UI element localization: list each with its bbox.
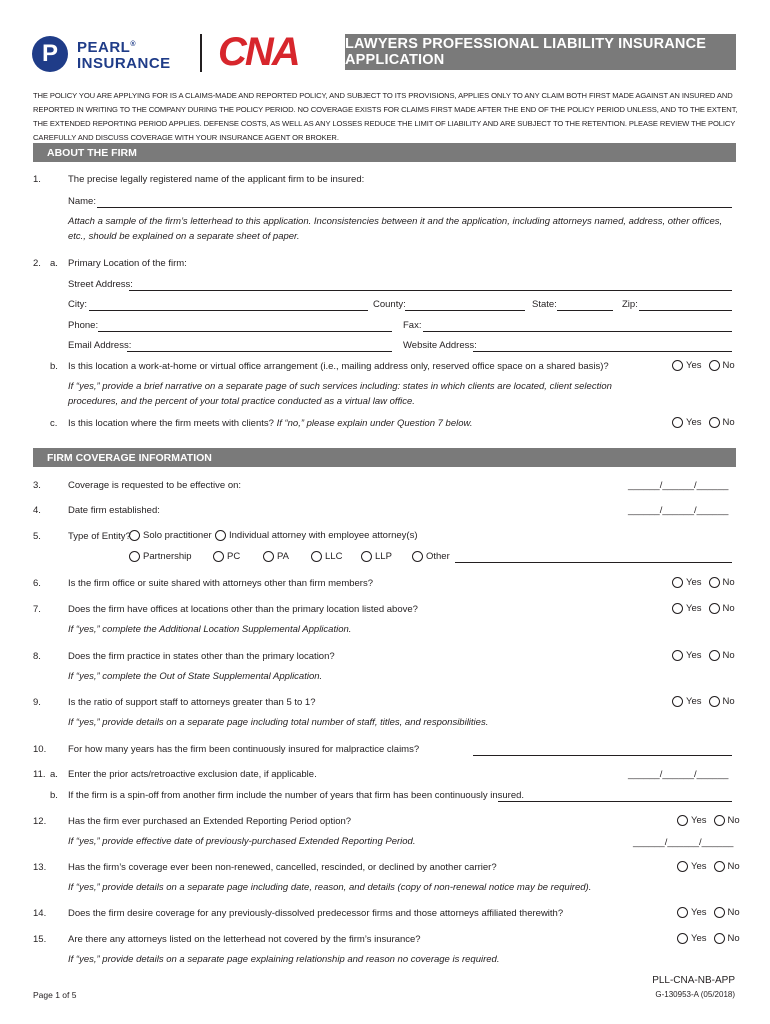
q9-options: [672, 696, 735, 707]
entity-partnership-radio[interactable]: [129, 551, 140, 562]
policy-disclaimer: THE POLICY YOU ARE APPLYING FOR IS A CLAIMS-MADE AND REPORTED POLICY, AND SUBJECT TO ITS PROVISIONS, APPLIES ONLY TO ANY CLAIM BOTH FIRST MADE AGAINST AN INSURED AND REPORTED IN WRITING TO THE COMPANY DURING THE POLICY PERIOD. NO COVERAGE EXISTS FOR CLAIMS FIRST MADE AFTER THE END OF THE POLICY PERIOD UNLESS, AND TO THE EXTENT, THE EXTENDED REPORTING PERIOD APPLIES. DEFENSE COSTS, AS WELL AS ANY LOSSES REDUCE THE LIMIT OF LIABILITY AND ARE SUBJECT TO THE RETENTION. PLEASE REVIEW THE POLICY CAREFULLY AND DISCUSS COVERAGE WITH YOUR INSURANCE AGENT OR BROKER.: [33, 91, 738, 142]
q14-no-radio[interactable]: [714, 907, 725, 918]
email-label: Email Address:: [68, 340, 132, 351]
q12-no-radio[interactable]: [714, 815, 725, 826]
entity-other-field[interactable]: [455, 551, 732, 563]
entity-llp-label: LLP: [375, 551, 392, 562]
q11b-letter: b.: [50, 790, 58, 801]
yes-label: Yes: [691, 907, 707, 918]
q13-number: 13.: [33, 862, 47, 873]
phone-label: Phone:: [68, 320, 99, 331]
q2c-question: Is this location where the firm meets with clients?: [68, 418, 274, 429]
phone-field[interactable]: [98, 320, 392, 332]
email-field[interactable]: [127, 340, 392, 352]
entity-llc-label: LLC: [325, 551, 343, 562]
q2b-note: If “yes,” provide a brief narrative on a separate page of such services including: states in which clients are located, client selection procedures, and the percent of your total practice conducted as a virtual law office.: [68, 381, 612, 407]
entity-llc-radio[interactable]: [311, 551, 322, 562]
yes-label: Yes: [691, 861, 707, 872]
yes-label: Yes: [686, 696, 702, 707]
q6-yes-radio[interactable]: [672, 577, 683, 588]
q2c-text: [68, 418, 473, 430]
q7-options: [672, 603, 735, 614]
logo-pearl-text: PEARL: [77, 39, 131, 56]
yes-label: Yes: [691, 815, 707, 826]
q2b-no-radio[interactable]: [709, 360, 720, 371]
q14-yes-radio[interactable]: [677, 907, 688, 918]
q4-date-field[interactable]: ______/______/______: [628, 505, 729, 516]
q12-text: Has the firm ever purchased an Extended Reporting Period option?: [68, 816, 352, 827]
county-label: County:: [373, 299, 406, 310]
q3-number: 3.: [33, 480, 41, 491]
q13-text: Has the firm’s coverage ever been non-renewed, cancelled, rescinded, or declined by another carrier?: [68, 862, 497, 873]
entity-pa-option[interactable]: [263, 551, 289, 562]
q7-note: If “yes,” complete the Additional Location Supplemental Application.: [68, 624, 352, 635]
yes-label: Yes: [686, 577, 702, 588]
q2c-options: [672, 417, 735, 428]
street-field[interactable]: [129, 279, 732, 291]
yes-label: Yes: [686, 360, 702, 371]
q13-options: [677, 861, 740, 872]
q2a-text: Primary Location of the firm:: [68, 258, 187, 269]
entity-individual-radio[interactable]: [215, 530, 226, 541]
q4-number: 4.: [33, 505, 41, 516]
logo-letter: P: [41, 40, 58, 67]
no-label: No: [722, 417, 735, 428]
q9-note: If “yes,” provide details on a separate page including total number of staff, titles, and responsibilities.: [68, 717, 489, 728]
no-label: No: [722, 360, 735, 371]
q6-options: [672, 577, 735, 588]
q8-text: Does the firm practice in states other than the primary location?: [68, 651, 335, 662]
q4-text: Date firm established:: [68, 505, 160, 516]
q11b-text: If the firm is a spin-off from another firm include the number of years that firm has been continuously insured.: [68, 790, 525, 801]
entity-llc-option[interactable]: [311, 551, 342, 562]
website-field[interactable]: [473, 340, 732, 352]
entity-partnership-label: Partnership: [143, 551, 192, 562]
q11-number: 11.: [33, 769, 46, 780]
county-field[interactable]: [405, 299, 525, 311]
q2c-note: If “no,” please explain under Question 7 below.: [276, 418, 473, 429]
q15-number: 15.: [33, 934, 47, 945]
logo-reg-mark: ®: [130, 41, 137, 48]
q12-yes-radio[interactable]: [677, 815, 688, 826]
entity-llp-radio[interactable]: [361, 551, 372, 562]
entity-solo-option[interactable]: [129, 530, 212, 541]
q8-options: [672, 650, 735, 661]
no-label: No: [722, 603, 735, 614]
entity-partnership-option[interactable]: [129, 551, 192, 562]
q2c-letter: c.: [50, 418, 58, 429]
q1-number: 1.: [33, 174, 41, 185]
q1-name-label: Name:: [68, 196, 96, 207]
yes-label: Yes: [686, 417, 702, 428]
q15-options: [677, 933, 740, 944]
q3-date-field[interactable]: ______/______/______: [628, 480, 729, 491]
q10-text: For how many years has the firm been continuously insured for malpractice claims?: [68, 744, 420, 755]
q13-no-radio[interactable]: [714, 861, 725, 872]
website-label: Website Address:: [403, 340, 477, 351]
zip-field[interactable]: [639, 299, 732, 311]
q15-text: Are there any attorneys listed on the letterhead not covered by the firm’s insurance?: [68, 934, 421, 945]
yes-label: Yes: [686, 603, 702, 614]
q14-text: Does the firm desire coverage for any previously-dissolved predecessor firms and those attorneys affiliated therewith?: [68, 908, 564, 919]
no-label: No: [727, 861, 740, 872]
section-header-about: ABOUT THE FIRM: [33, 143, 736, 162]
no-label: No: [722, 650, 735, 661]
no-label: No: [722, 577, 735, 588]
logo-divider: [200, 34, 202, 72]
q12-options: [677, 815, 740, 826]
entity-individual-option[interactable]: [215, 530, 418, 541]
page-number: Page 1 of 5: [33, 990, 77, 1000]
entity-individual-label: Individual attorney with employee attorney(s): [229, 530, 418, 541]
state-label: State:: [532, 299, 557, 310]
cna-logo: CNA: [218, 30, 299, 74]
q6-text: Is the firm office or suite shared with attorneys other than firm members?: [68, 578, 374, 589]
q13-note: If “yes,” provide details on a separate page including date, reason, and details (copy of non-renewal notice may be required).: [68, 882, 592, 893]
q11a-letter: a.: [50, 769, 58, 780]
q15-yes-radio[interactable]: [677, 933, 688, 944]
fax-field[interactable]: [423, 320, 732, 332]
entity-solo-label: Solo practitioner: [143, 530, 212, 541]
q6-no-radio[interactable]: [709, 577, 720, 588]
no-label: No: [727, 815, 740, 826]
yes-label: Yes: [686, 650, 702, 661]
q1-note: Attach a sample of the firm’s letterhead to this application. Inconsistencies between it and the application, including attorneys named, address, other offices, etc., should be explained on a separate sheet of paper.: [68, 216, 723, 242]
q14-options: [677, 907, 740, 918]
q8-note: If “yes,” complete the Out of State Supplemental Application.: [68, 671, 323, 682]
q11b-field[interactable]: [498, 790, 732, 802]
q8-yes-radio[interactable]: [672, 650, 683, 661]
q11a-date-field[interactable]: ______/______/______: [628, 769, 729, 780]
q3-text: Coverage is requested to be effective on:: [68, 480, 242, 491]
yes-label: Yes: [691, 933, 707, 944]
entity-other-radio[interactable]: [412, 551, 423, 562]
no-label: No: [722, 696, 735, 707]
q15-no-radio[interactable]: [714, 933, 725, 944]
q2c-no-radio[interactable]: [709, 417, 720, 428]
q2b-yes-radio[interactable]: [672, 360, 683, 371]
city-label: City:: [68, 299, 87, 310]
q14-number: 14.: [33, 908, 47, 919]
q2b-text: Is this location a work-at-home or virtual office arrangement (i.e., mailing address only, reserved office space on a shared basis)?: [68, 361, 609, 372]
firm-name-field[interactable]: [97, 196, 732, 208]
logo-insurance-text: INSURANCE: [77, 55, 171, 72]
form-code: G-130953-A (05/2018): [655, 990, 735, 999]
q1-text: The precise legally registered name of the applicant firm to be insured:: [68, 174, 365, 185]
entity-other-option[interactable]: [412, 551, 450, 562]
entity-pc-option[interactable]: [213, 551, 240, 562]
q12-note: If “yes,” provide effective date of previously-purchased Extended Reporting Period.: [68, 836, 416, 847]
q5-text: Type of Entity?: [68, 531, 131, 542]
pearl-insurance-logo: [77, 37, 171, 72]
state-field[interactable]: [557, 299, 613, 311]
q7-text: Does the firm have offices at locations other than the primary location listed above?: [68, 604, 418, 615]
no-label: No: [727, 933, 740, 944]
q2b-letter: b.: [50, 361, 58, 372]
q2a-letter: a.: [50, 258, 58, 269]
entity-pa-label: PA: [277, 551, 289, 562]
form-id: PLL-CNA-NB-APP: [652, 975, 735, 986]
q9-number: 9.: [33, 697, 41, 708]
entity-pc-radio[interactable]: [213, 551, 224, 562]
entity-solo-radio[interactable]: [129, 530, 140, 541]
q10-number: 10.: [33, 744, 47, 755]
q10-field[interactable]: [473, 744, 732, 756]
q7-yes-radio[interactable]: [672, 603, 683, 614]
city-field[interactable]: [89, 299, 368, 311]
entity-pa-radio[interactable]: [263, 551, 274, 562]
pearl-logo-icon: [32, 36, 68, 72]
q15-note: If “yes,” provide details on a separate page explaining relationship and reason no coverage is required.: [68, 954, 500, 965]
q2b-options: [672, 360, 735, 371]
q11a-text: Enter the prior acts/retroactive exclusion date, if applicable.: [68, 769, 317, 780]
q8-number: 8.: [33, 651, 41, 662]
entity-pc-label: PC: [227, 551, 241, 562]
fax-label: Fax:: [403, 320, 422, 331]
q12-number: 12.: [33, 816, 47, 827]
q7-number: 7.: [33, 604, 41, 615]
q9-text: Is the ratio of support staff to attorneys greater than 5 to 1?: [68, 697, 316, 708]
q12-date-field[interactable]: ______/______/______: [633, 837, 734, 848]
q9-no-radio[interactable]: [709, 696, 720, 707]
q2-number: 2.: [33, 258, 41, 269]
q6-number: 6.: [33, 578, 41, 589]
q8-no-radio[interactable]: [709, 650, 720, 661]
q7-no-radio[interactable]: [709, 603, 720, 614]
document-title: LAWYERS PROFESSIONAL LIABILITY INSURANCE APPLICATION: [345, 34, 736, 70]
street-label: Street Address:: [68, 279, 133, 290]
q5-number: 5.: [33, 531, 41, 542]
no-label: No: [727, 907, 740, 918]
zip-label: Zip:: [622, 299, 638, 310]
entity-other-label: Other: [426, 551, 450, 562]
q13-yes-radio[interactable]: [677, 861, 688, 872]
q9-yes-radio[interactable]: [672, 696, 683, 707]
q2c-yes-radio[interactable]: [672, 417, 683, 428]
entity-llp-option[interactable]: [361, 551, 392, 562]
section-header-coverage: FIRM COVERAGE INFORMATION: [33, 448, 736, 467]
